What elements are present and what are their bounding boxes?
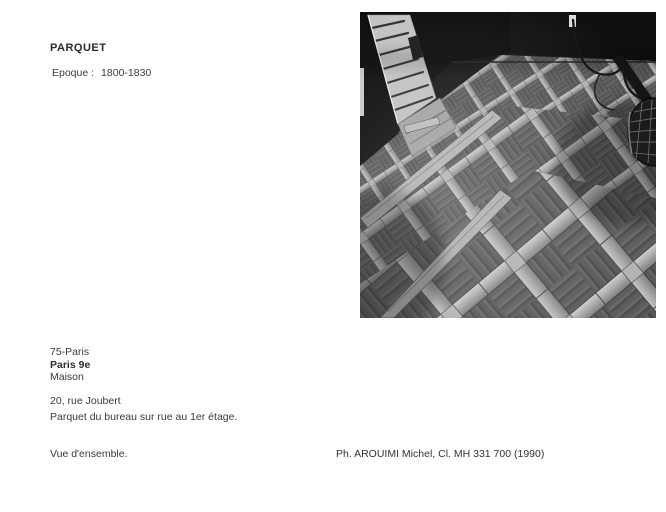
location-city: Paris 9e	[50, 359, 91, 371]
parquet-photo-illustration	[360, 12, 656, 318]
epoque-line	[52, 67, 151, 79]
location-department: 75-Paris	[50, 346, 90, 358]
location-street: 20, rue Joubert	[50, 395, 121, 407]
photo-credit: Ph. AROUIMI Michel, Cl. MH 331 700 (1990)	[336, 448, 545, 460]
photo-parquet-floor	[360, 12, 656, 318]
location-building-type: Maison	[50, 371, 84, 383]
epoque-label: Epoque :	[52, 67, 95, 79]
location-description: Parquet du bureau sur rue au 1er étage.	[50, 411, 238, 423]
epoque-value: 1800-1830	[101, 67, 152, 79]
record-title: PARQUET	[50, 42, 107, 54]
view-note: Vue d'ensemble.	[50, 448, 128, 460]
